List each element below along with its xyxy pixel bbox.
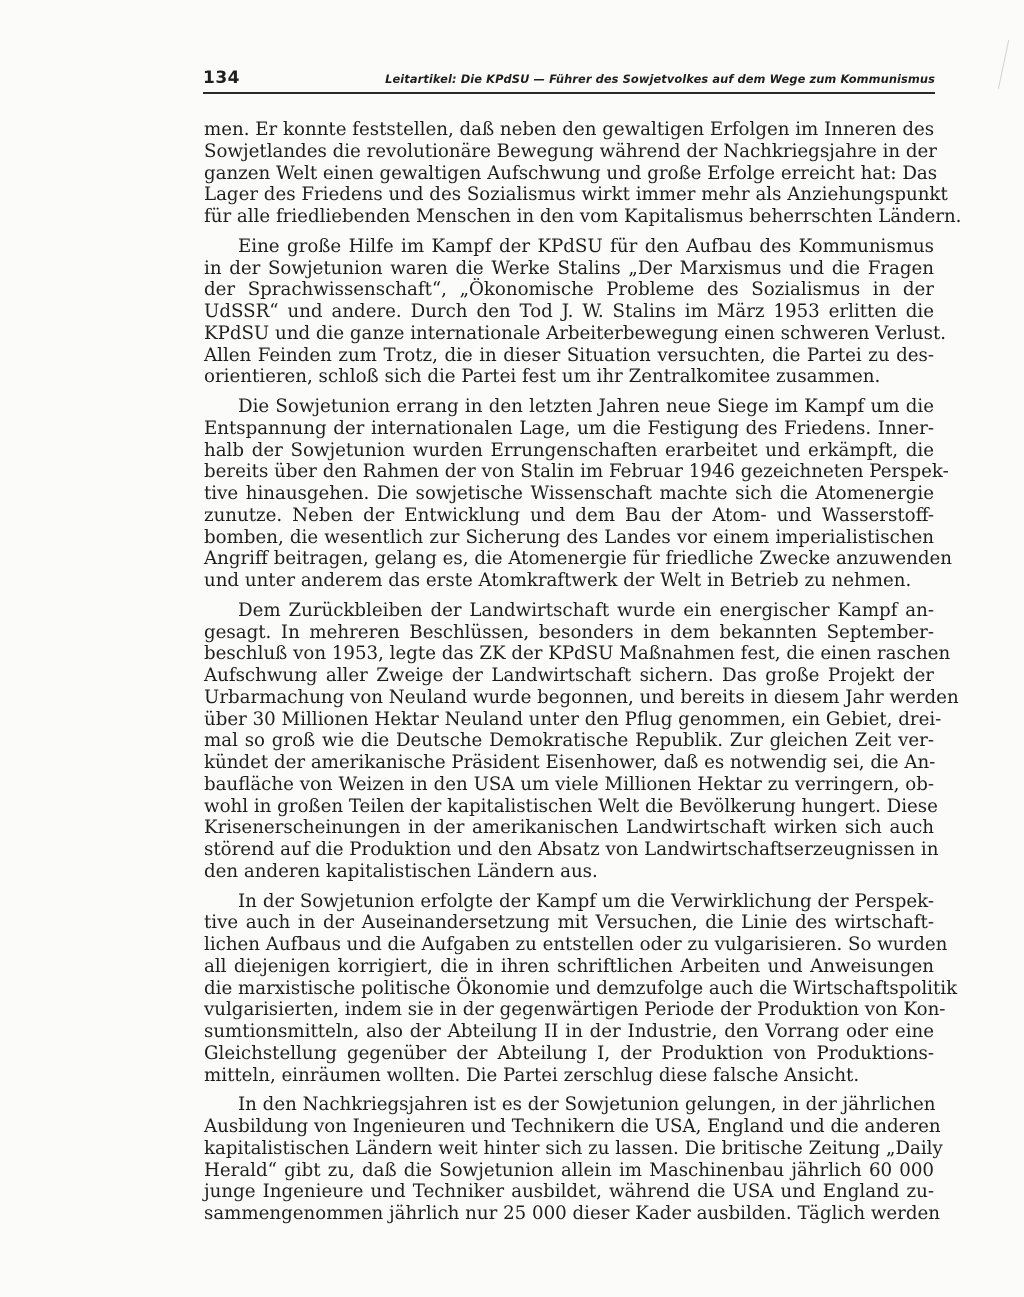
text-line: für alle friedliebenden Menschen in den vom Kapitalismus beherrschten Ländern. — [204, 206, 962, 227]
text-line: Herald“ gibt zu, daß die Sowjetunion allein im Maschinenbau jährlich 60 000 — [204, 1159, 934, 1181]
text-line: In der Sowjetunion erfolgte der Kampf um die Verwirklichung der Perspek- — [238, 890, 934, 912]
text-line: UdSSR“ und andere. Durch den Tod J. W. Stalins im März 1953 erlitten die — [204, 301, 934, 322]
text-line: störend auf die Produktion und den Absatz von Landwirtschaftserzeugnissen in — [204, 839, 939, 860]
text-line: sumtionsmitteln, also der Abteilung II in der Industrie, den Vorrang oder eine — [204, 1021, 934, 1042]
text-line: wohl in großen Teilen der kapitalistischen Welt die Bevölkerung hungert. Diese — [204, 795, 938, 817]
text-line: Angriff beitragen, gelang es, die Atomenergie für friedliche Zwecke anzuwenden — [204, 548, 952, 570]
text-line: den anderen kapitalistischen Ländern aus. — [204, 860, 598, 882]
text-line: Allen Feinden zum Trotz, die in dieser Situation versuchten, die Partei zu des- — [204, 344, 934, 366]
article-body — [204, 119, 962, 1233]
paragraph — [204, 235, 947, 388]
text-line: bomben, die wesentlich zur Sicherung des Landes vor einem imperialistischen — [204, 526, 934, 548]
text-line: ganzen Welt einen gewaltigen Aufschwung und große Erfolge erreicht hat: Das — [204, 162, 938, 184]
text-line: orientieren, schloß sich die Partei fest um ihr Zentralkomitee zusammen. — [204, 366, 881, 388]
text-line: bereits über den Rahmen der von Stalin im Februar 1946 gezeichneten Perspek- — [204, 461, 949, 483]
page-header — [203, 70, 935, 94]
text-line: Lager des Friedens und des Sozialismus wirkt immer mehr als Anziehungspunkt — [204, 184, 948, 206]
text-line: Die Sowjetunion errang in den letzten Jahren neue Siege im Kampf um die — [238, 396, 934, 417]
text-line: mal so groß wie die Deutsche Demokratische Republik. Zur gleichen Zeit ver- — [204, 730, 934, 752]
text-line: zunutze. Neben der Entwicklung und dem Bau der Atom- und Wasserstoff- — [204, 504, 934, 526]
paragraph — [204, 119, 962, 228]
text-line: sammengenommen jährlich nur 25 000 dieser Kader ausbilden. Täglich werden — [204, 1203, 940, 1224]
text-line: beschluß von 1953, legte das ZK der KPdSU Maßnahmen fest, die einen raschen — [204, 643, 951, 665]
text-line: Urbarmachung von Neuland wurde begonnen, und bereits in diesem Jahr werden — [204, 686, 959, 708]
text-line: baufläche von Weizen in den USA um viele Millionen Hektar zu verringern, ob- — [204, 773, 934, 795]
text-line: Sowjetlandes die revolutionäre Bewegung während der Nachkriegsjahre in der — [204, 140, 937, 162]
text-line: Dem Zurückbleiben der Landwirtschaft wurde ein energischer Kampf an- — [238, 599, 934, 621]
text-line: In den Nachkriegsjahren ist es der Sowjetunion gelungen, in der jährlichen — [238, 1094, 936, 1116]
paragraph — [204, 890, 958, 1087]
text-line: Krisenerscheinungen in der amerikanischen Landwirtschaft wirken sich auch — [204, 817, 934, 839]
text-line: vulgarisierten, indem sie in der gegenwärtigen Periode der Produktion von Kon- — [204, 999, 946, 1021]
text-line: Entspannung der internationalen Lage, um die Festigung des Friedens. Inner- — [204, 417, 934, 439]
margin-pencil-mark — [998, 40, 1015, 90]
text-line: Gleichstellung gegenüber der Abteilung I, der Produktion von Produktions- — [204, 1042, 934, 1064]
text-line: tive hinausgehen. Die sowjetische Wissenschaft machte sich die Atomenergie — [204, 483, 934, 504]
text-line: mitteln, einräumen wollten. Die Partei zerschlug diese falsche Ansicht. — [204, 1064, 860, 1086]
running-head: Leitartikel: Die KPdSU — Führer des Sowjetvolkes auf dem Wege zum Kommunismus — [385, 72, 935, 86]
page-number: 134 — [203, 68, 240, 88]
text-line: der Sprachwissenschaft“, „Ökonomische Probleme des Sozialismus in der — [204, 279, 934, 301]
text-line: die marxistische politische Ökonomie und demzufolge auch die Wirtschaftspolitik — [204, 977, 958, 999]
paragraph — [204, 396, 952, 592]
text-line: Ausbildung von Ingenieuren und Technikern die USA, England und die anderen — [204, 1116, 941, 1137]
text-line: und unter anderem das erste Atomkraftwerk der Welt in Betrieb zu nehmen. — [204, 570, 912, 591]
text-line: kapitalistischen Ländern weit hinter sich zu lassen. Die britische Zeitung „Daily — [204, 1137, 943, 1159]
text-line: kündet der amerikanische Präsident Eisenhower, daß es notwendig sei, die An- — [204, 752, 936, 773]
text-line: Aufschwung aller Zweige der Landwirtschaft sichern. Das große Projekt der — [204, 665, 934, 686]
text-line: lichen Aufbaus und die Aufgaben zu entstellen oder zu vulgarisieren. So wurden — [204, 934, 948, 955]
text-line: tive auch in der Auseinandersetzung mit Versuchen, die Linie des wirtschaft- — [204, 912, 934, 934]
text-line: halb der Sowjetunion wurden Errungenschaften erarbeitet und erkämpft, die — [204, 439, 934, 461]
text-line: all diejenigen korrigiert, die in ihren schriftlichen Arbeiten und Anweisungen — [204, 955, 934, 977]
text-line: Eine große Hilfe im Kampf der KPdSU für den Aufbau des Kommunismus — [238, 235, 934, 257]
text-line: gesagt. In mehreren Beschlüssen, besonders in dem bekannten September- — [204, 621, 934, 643]
text-line: junge Ingenieure und Techniker ausbildet, während die USA und England zu- — [204, 1181, 934, 1203]
text-line: über 30 Millionen Hektar Neuland unter den Pflug genommen, ein Gebiet, drei- — [204, 708, 942, 730]
text-line: in der Sowjetunion waren die Werke Stalins „Der Marxismus und die Fragen — [204, 257, 934, 279]
text-line: men. Er konnte feststellen, daß neben den gewaltigen Erfolgen im Inneren des — [204, 119, 935, 140]
paragraph — [204, 599, 959, 883]
paragraph — [204, 1094, 943, 1225]
text-line: KPdSU und die ganze internationale Arbeiterbewegung einen schweren Verlust. — [204, 322, 947, 344]
